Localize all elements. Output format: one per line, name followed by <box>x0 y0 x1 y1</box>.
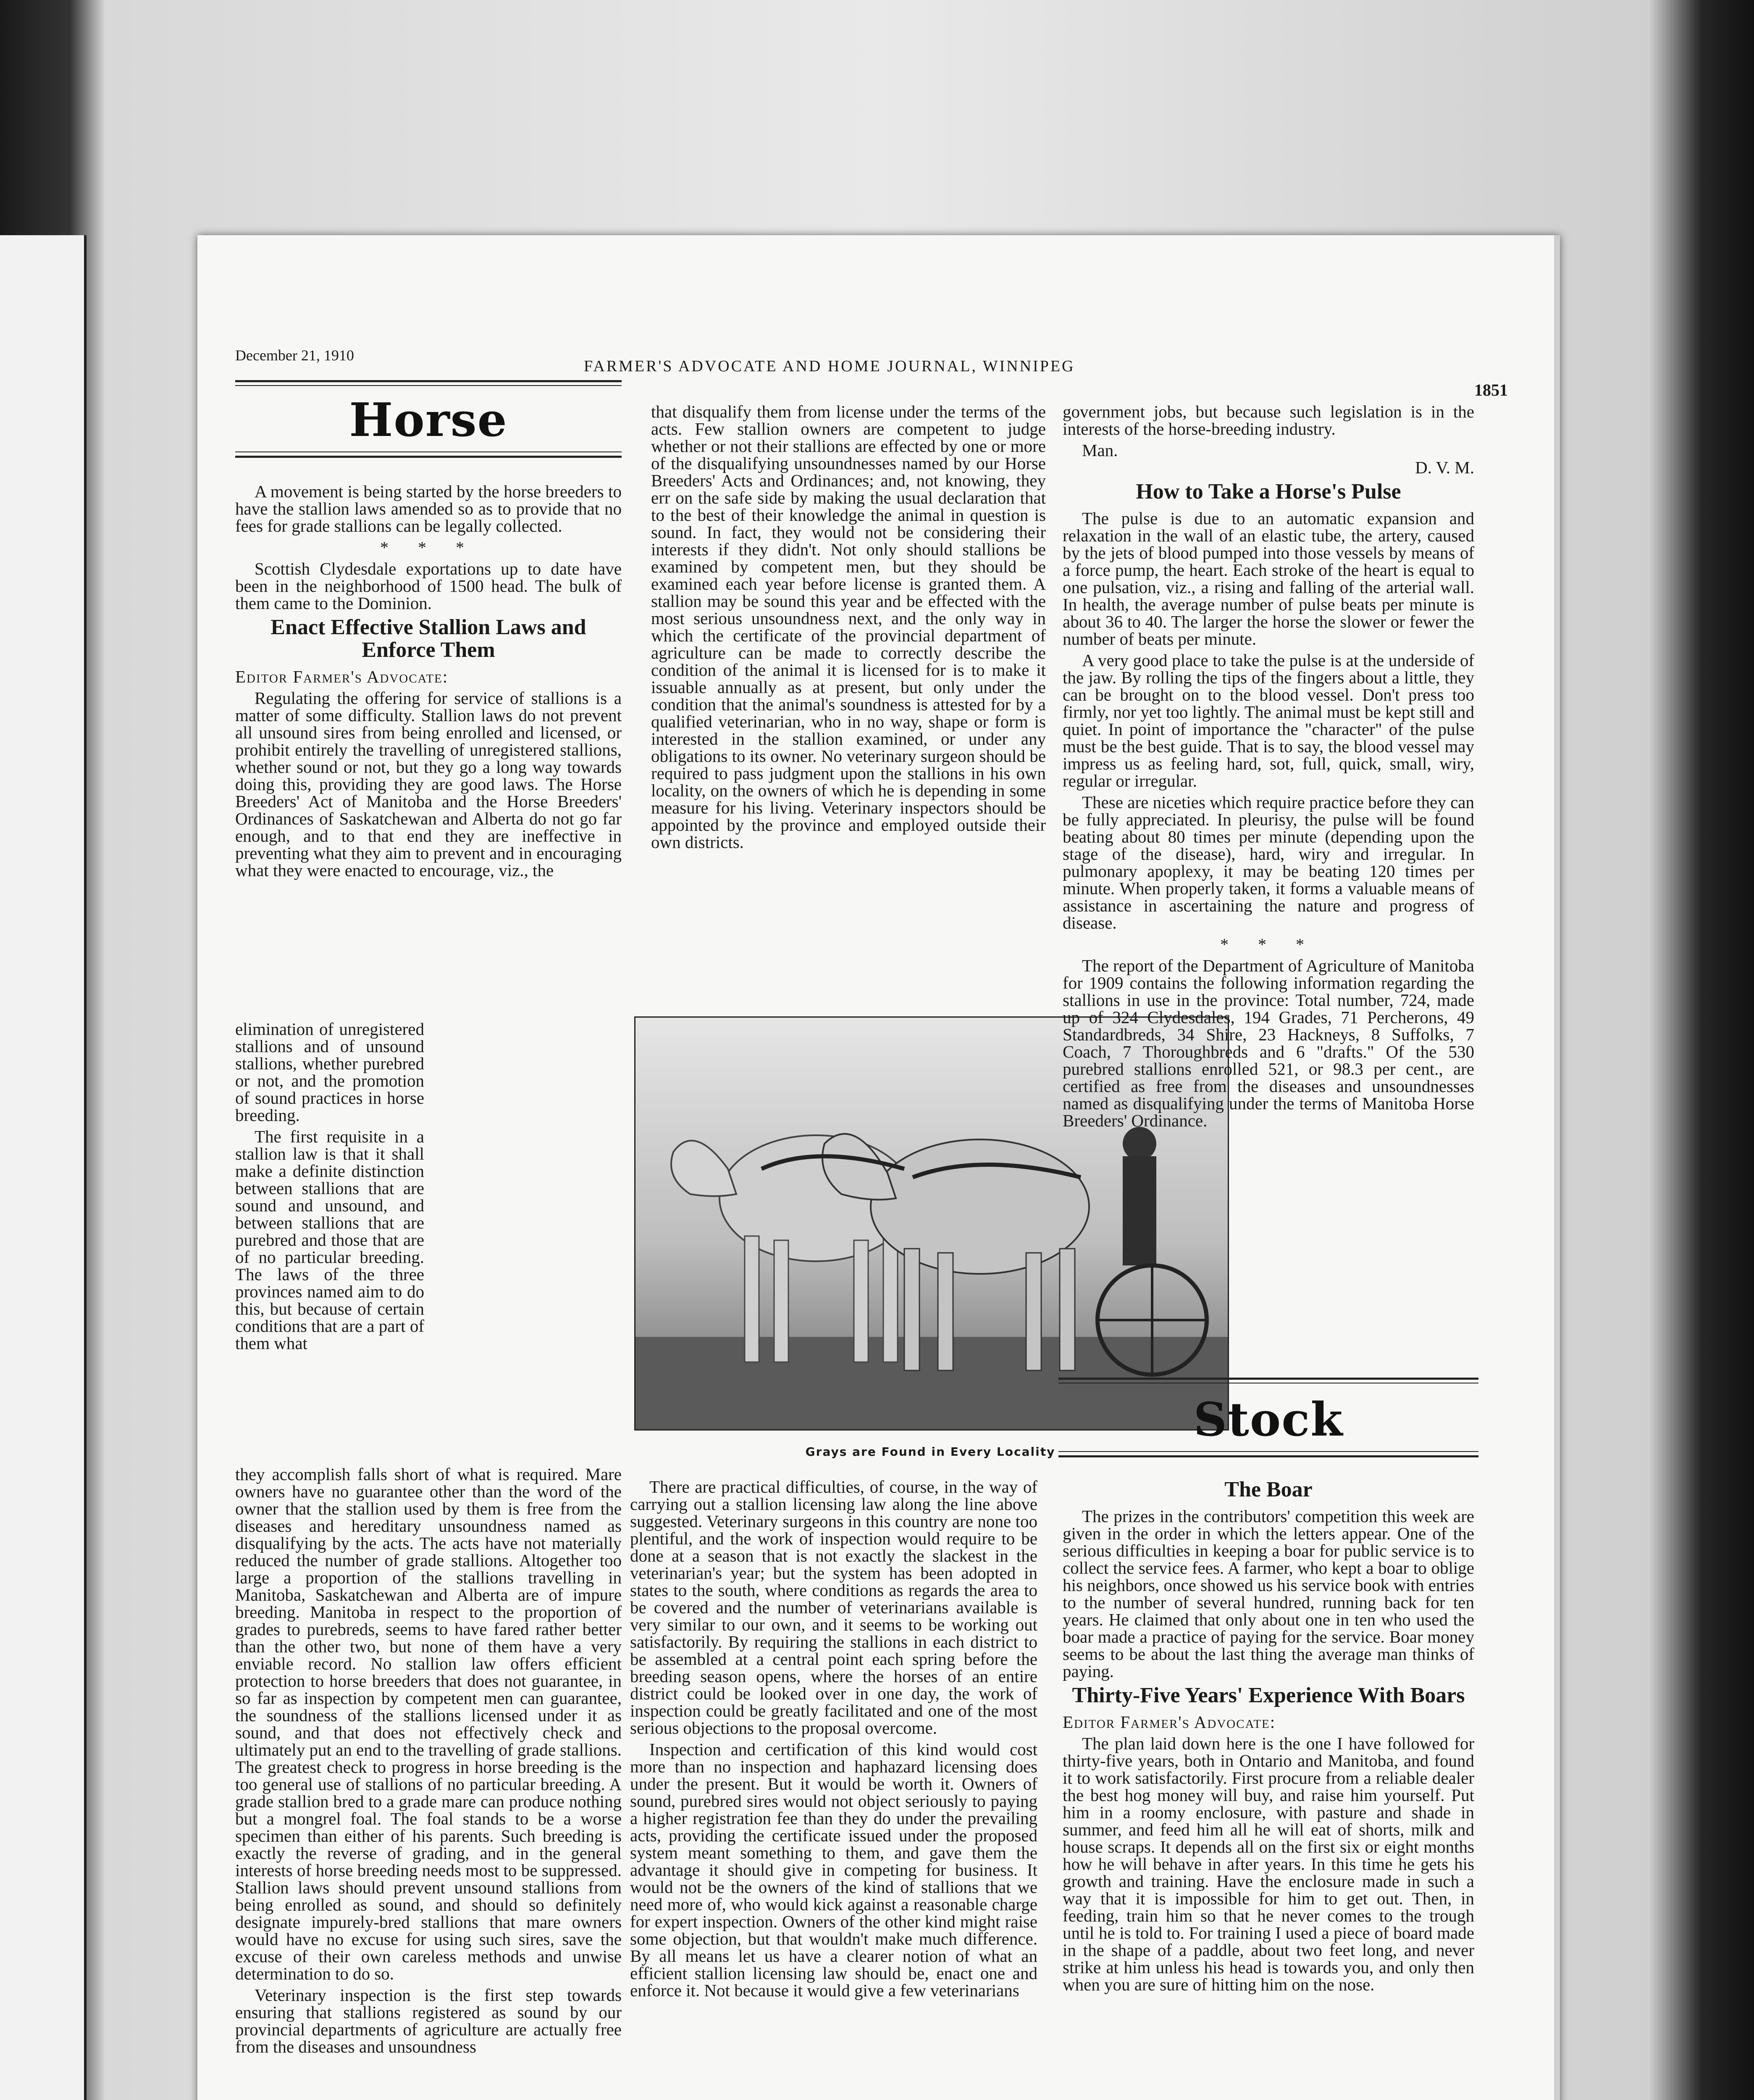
stallion-paragraph-7: Inspection and certification of this kind would cost more than no inspection and haphazard licensing does under the present. But it would be worth it. Owners of sound, purebred sires would not object seriously to paying a higher registration fee than they do under the prevailing acts, providing the certificate issued under the proposed system meant something to them, and gave them the advantage it should give in competing for business. It would not be the owners of the kind of stallions that we need more of, who would kick against a reasonable charge for expert inspection. Owners of the other kind might raise some objection, but that wouldn't make much difference. By all means let us have a clearer notion of what an efficient stallion licensing law should be, enact one and enforce it. Not because it would give a few veterinarians <box>630 1740 1037 2000</box>
horse-column-left-top <box>235 483 622 883</box>
horse-column-middle-top <box>651 403 1046 855</box>
stallion-paragraph-4: Veterinary inspection is the first step towards ensuring that stallions registered as sound by our provincial departments of agriculture are actually free from the diseases and unsoundness <box>235 1985 622 2056</box>
rule <box>1058 1378 1478 1380</box>
horse-heading: Horse <box>349 393 508 447</box>
header-page-number: 1851 <box>1474 381 1508 399</box>
pulse-paragraph-1: The pulse is due to an automatic expansion and relaxation in the wall of an elastic tube, the artery, caused by the jets of blood pumped into those vessels by means of a force pump, the heart. Each stroke of the heart is equal to one pulsation, viz., a rising and falling of the arterial wall. In health, the average number of pulse beats per minute is about 36 to 40. The larger the horse the slower or fewer the number of beats per minute. <box>1063 509 1474 648</box>
stock-column <box>1063 1474 1474 1998</box>
stallion-paragraph-6: There are practical difficulties, of course, in the way of carrying out a stallion licensing law along the line above suggested. Veterinary surgeons in this country are none too plentiful, and the work of inspection would require to be done at a season that is not exactly the slackest in the veterinarian's year; but the system has been adopted in states to the south, where conditions as regards the area to be covered and the number of veterinarians available is very similar to our own, and it seems to be working out satisfactorily. By requiring the stallions in each district to be assembled at a central point each spring before the breeding season opens, where the horses of an entire district could be looked over in one day, the work of inspection could be greatly facilitated and one of the most serious objections to the proposal overcome. <box>630 1477 1037 1738</box>
experience-article-title: Thirty-Five Years' Experience With Boars <box>1072 1683 1465 1707</box>
editor-salutation: Editor Farmer's Advocate: <box>1063 1712 1276 1732</box>
stallion-paragraph-5: that disqualify them from license under the terms of the acts. Few stallion owners are competent to judge whether or not their stallions are effected by one or more of the disqualifying unsoundnesses named by our Horse Breeders' Acts and Ordinances; and, not knowing, they err on the safe side by making the usual declaration that to the best of their knowledge the animal in question is sound. In fact, they would not be considering their interests if they didn't. Not only should stallions be examined by competent men, but they should be examined each year before license is granted them. A stallion may be sound this year and be effected with the most serious unsoundness next, and the only way in which the certificate of the provincial department of agriculture can be made to correctly describe the condition of the animal it is licensed for is to make it issuable annually as at present, but only under the condition that the animal's soundness is attested for by a qualified veterinarian, who in no way, shape or form is interested in the stallion examined, or under any obligations to its owner. No veterinary surgeon should be required to pass judgment upon the stallions in his own locality, on the owners of which he is depending in some measure for his living. Veterinary inspectors should be appointed by the province and employed outside their own districts. <box>651 402 1046 852</box>
pulse-paragraph-2: A very good place to take the pulse is at the underside of the jaw. By rolling the tips of the fingers about a little, they can be brought on to the blood vessel. Don't press too firmly, nor yet too lightly. The animal must be kept still and quiet. In point of importance the "character" of the pulse must be the best guide. That is to say, the blood vessel may impress us as feeling hard, sot, full, quick, small, wiry, regular or irregular. <box>1063 651 1474 790</box>
boar-article-title: The Boar <box>1224 1478 1313 1502</box>
header-date: December 21, 1910 <box>235 347 354 364</box>
editor-salutation: Editor Farmer's Advocate: <box>235 667 449 686</box>
facing-page-edge <box>0 235 87 2100</box>
header-title: FARMER'S ADVOCATE AND HOME JOURNAL, WINNIPEG <box>584 357 1075 375</box>
horse-column-left-bottom <box>235 1466 622 2060</box>
author-signature: D. V. M. <box>1415 458 1474 477</box>
horse-note-1: A movement is being started by the horse breeders to have the stallion laws amended so as to provide that no fees for grade stallions can be legally collected. <box>235 482 622 536</box>
author-place: Man. <box>1082 441 1118 460</box>
report-paragraph: The report of the Department of Agriculture of Manitoba for 1909 contains the following information regarding the stallions in use in the province: Total number, 724, made up of 324 Clydesdales, 194 Grades, 71 Percherons, 49 Standardbreds, 34 Shire, 23 Hackneys, 8 Suffolks, 7 Coach, 7 Thoroughbreds and 6 "drafts." Of the 530 purebred stallions enrolled 521, or 98.3 per cent., are certified as free from the diseases and unsoundnesses named as disqualifying under the terms of Manitoba Horse Breeders' Ordinance. <box>1063 956 1474 1130</box>
stallion-paragraph-1: Regulating the offering for service of stallions is a matter of some difficulty. Stallion laws do not prevent all unsound sires from being enrolled and licensed, or prohibit entirely the travelling of unregistered stallions, whether sound or not, but they go a long way towards doing this, providing they are good laws. The Horse Breeders' Act of Manitoba and the Horse Breeders' Ordinances of Saskatchewan and Alberta do not go far enough, and to that end they are ineffective in preventing what they aim to prevent and in encouraging what they were enacted to encourage, viz., the <box>235 688 622 880</box>
horse-column-right <box>1063 403 1474 1134</box>
rule <box>1058 1455 1478 1457</box>
stars-separator: * * * <box>1220 935 1317 954</box>
stallion-paragraph-3: they accomplish falls short of what is required. Mare owners have no guarantee other than the word of the owner that the stallion used by them is free from the diseases and hereditary unsoundness named as disqualifying by the acts. The acts have not materially reduced the number of grade stallions. Altogether too large a proportion of the stallions travelling in Manitoba, Saskatchewan and Alberta are of impure breeding. Manitoba in respect to the proportion of grades to purebreds, seems to have fared rather better than the other two, but none of them have a very enviable record. No stallion law offers efficient protection to horse breeders that does not guarantee, in so far as inspection by competent men can guarantee, the soundness of the stallions licensed under it as sound, and that does not effectively check and ultimately put an end to the travelling of grade stallions. The greatest check to progress in horse breeding is the too general use of stallions of no particular breeding. A grade stallion bred to a grade mare can produce nothing but a mongrel foal. The foal stands to be a worse specimen than either of his parents. Such breeding is exactly the reverse of grading, and in the general interests of horse breeding needs most to be suppressed. Stallion laws should prevent unsound stallions from being enrolled as sound, and should so definitely designate impurely-bred stallions that mare owners would have no excuse for using such sires, save the excuse of their own careless methods and unwise determination to do so. <box>235 1465 622 1983</box>
boar-paragraph: The prizes in the contributors' competition this week are given in the order in which the letters appear. One of the serious difficulties in keeping a boar for public service is to collect the service fees. A farmer, who kept a boar to oblige his neighbors, once showed us his service book with entries to the number of several hundred, running back for ten years. He claimed that only about one in ten who used the boar made a practice of paying for the service. Boar money seems to be about the last thing the average man thinks of paying. <box>1063 1507 1474 1681</box>
stars-separator: * * * <box>380 538 477 557</box>
horse-column-middle-bottom <box>630 1478 1037 2003</box>
rule <box>1058 1451 1478 1452</box>
newspaper-page <box>197 235 1560 2100</box>
pulse-article-title: How to Take a Horse's Pulse <box>1136 480 1401 504</box>
stallion-paragraph-1b: elimination of unregistered stallions and of unsound stallions, whether purebred or not, and the promotion of sound practices in horse breeding. <box>235 1019 424 1125</box>
horse-note-2: Scottish Clydesdale exportations up to date have been in the neighborhood of 1500 head. The bulk of them came to the Dominion. <box>235 559 622 613</box>
rule <box>235 385 622 386</box>
pulse-paragraph-3: These are niceties which require practice before they can be fully appreciated. In pleurisy, the pulse will be found beating about 80 times per minute (depending upon the stage of the disease), hard, wiry and irregular. In pulmonary apoplexy, it may be beating 120 times per minute. When properly taken, it forms a valuable means of assistance in ascertaining the nature and progress of disease. <box>1063 793 1474 932</box>
stallion-paragraph-8: government jobs, but because such legislation is in the interests of the horse-breeding industry. <box>1063 402 1474 438</box>
stock-heading: Stock <box>1193 1392 1344 1446</box>
rule <box>235 380 622 382</box>
stallion-paragraph-2: The first requisite in a stallion law is that it shall make a definite distinction between stallions that are sound and unsound, and between stallions that are purebred and those that are of no particular breeding. The laws of the three provinces named aim to do this, but because of certain conditions that are a part of them what <box>235 1127 424 1353</box>
photo-caption: Grays are Found in Every Locality <box>805 1445 1056 1459</box>
stallion-wrap-column <box>235 1021 613 1356</box>
stallion-article-title: Enact Effective Stallion Laws and Enforce Them <box>270 615 586 662</box>
experience-paragraph: The plan laid down here is the one I have followed for thirty-five years, both in Ontario and Manitoba, and found it to work satisfactorily. First procure from a reliable dealer the best hog money will buy, and raise him yourself. Put him in a roomy enclosure, with pasture and shade in summer, and feed him all he will eat of shorts, milk and house scraps. It depends all on the first six or eight months how he will behave in after years. In this time he gets his growth and training. Have the enclosure made in such a way that it is impossible for him to get out. Then, in feeding, train him so that he never comes to the trough until he is told to. For training I used a piece of board made in the shape of a paddle, about two feet long, and never strike at him unless his head is towards you, and only then when you are sure of hitting him on the nose. <box>1063 1734 1474 1994</box>
rule <box>235 456 622 458</box>
